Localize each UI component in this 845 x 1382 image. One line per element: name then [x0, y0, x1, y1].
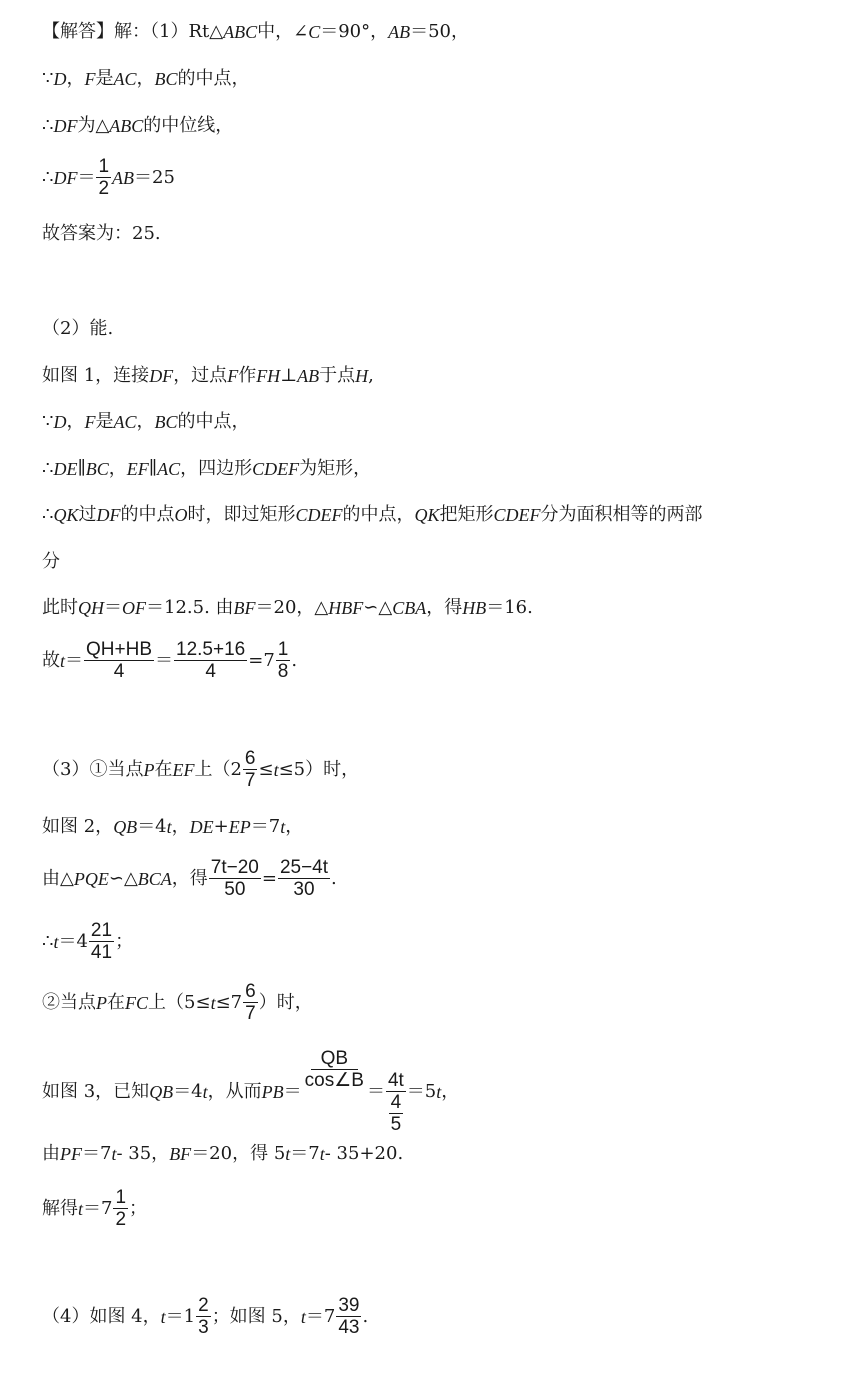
part3-line3 — [42, 857, 337, 900]
text: 把矩形 — [439, 504, 494, 525]
text: ＝4 — [173, 1080, 203, 1102]
var-ep: EP — [228, 817, 251, 837]
var-qb: QB — [113, 817, 138, 837]
numerator: 1 — [115, 1187, 127, 1208]
text: - 35， — [116, 1143, 170, 1164]
part1-line5 — [42, 223, 161, 245]
var-bc: BC — [154, 69, 178, 89]
fraction — [196, 1295, 211, 1338]
text: ＝7 — [83, 1197, 113, 1219]
text: ＝7 — [305, 1305, 336, 1327]
text: =7 — [248, 649, 275, 671]
denominator: 30 — [293, 879, 315, 900]
inner-denominator: 5 — [390, 1114, 402, 1135]
fraction — [209, 857, 261, 900]
numerator: QH+HB — [86, 639, 153, 660]
therefore-symbol: ∴ — [42, 166, 54, 188]
part3-line1 — [42, 748, 359, 791]
var-hb: HB — [462, 598, 487, 618]
var-qh: QH — [78, 598, 104, 618]
fraction — [278, 857, 330, 900]
text: 的中点， — [177, 411, 250, 432]
var-p: P — [96, 992, 107, 1013]
denominator: 4 — [205, 661, 216, 682]
text: ＝90°， — [320, 21, 389, 42]
text: 分为面积相等的两部 — [540, 504, 703, 525]
var-bca: BCA — [137, 868, 172, 889]
text: ＝ — [283, 1080, 302, 1102]
var-o: O — [174, 505, 188, 525]
var-ab: AB — [112, 167, 135, 188]
text: ， — [285, 816, 304, 837]
part4-line1 — [42, 1295, 368, 1338]
text: ，四边形 — [180, 458, 253, 479]
var-pf: PF — [60, 1144, 82, 1164]
text: ； — [115, 930, 134, 952]
part2-line1 — [42, 318, 113, 340]
var-h: H — [355, 366, 369, 386]
text: 的中点 — [120, 504, 175, 525]
text: △ — [123, 867, 138, 889]
var-ac: AC — [113, 412, 137, 432]
therefore-symbol: ∴ — [42, 504, 54, 525]
because-symbol: ∵ — [42, 68, 54, 89]
var-abc: ABC — [109, 116, 144, 136]
denominator: 41 — [90, 942, 113, 963]
text: ＝7 — [250, 816, 281, 837]
denominator — [387, 1092, 406, 1135]
text: ＝1 — [165, 1305, 196, 1327]
var-bc: BC — [154, 412, 178, 432]
text: （2）能. — [42, 318, 114, 339]
text: 的中位线， — [143, 115, 234, 136]
therefore-symbol: ∴ — [42, 930, 54, 952]
var-t: t — [300, 1306, 306, 1327]
parallel-symbol: ∥ — [148, 458, 158, 479]
text: 由 — [42, 1143, 60, 1164]
denominator: 43 — [338, 1317, 360, 1338]
text: . — [291, 649, 298, 671]
text: 中，∠ — [257, 21, 309, 42]
var-bf: BF — [233, 598, 256, 618]
text: 解得 — [42, 1197, 78, 1219]
var-df: DF — [149, 366, 174, 386]
fraction — [276, 639, 291, 682]
numerator: 1 — [98, 156, 110, 177]
answer-text: 故答案为：25. — [42, 223, 161, 244]
var-t: t — [210, 992, 216, 1013]
text: 上（2 — [194, 758, 242, 780]
var-ac: AC — [157, 459, 181, 479]
text: （4）如图 4， — [42, 1305, 161, 1327]
text: ， — [136, 411, 155, 432]
text: 分 — [42, 551, 60, 572]
text: 时，即过矩形 — [187, 504, 296, 525]
var-t: t — [160, 1306, 166, 1327]
text: ＝ — [155, 649, 174, 671]
text: ＝20，得 5 — [191, 1143, 286, 1164]
var-cdef: CDEF — [295, 505, 343, 525]
fraction — [89, 920, 114, 963]
var-de: DE — [189, 817, 214, 837]
text: ， — [441, 1080, 460, 1102]
therefore-symbol: ∴ — [42, 115, 54, 136]
numerator: 4t — [387, 1070, 404, 1091]
var-f: F — [227, 366, 239, 386]
var-t: t — [202, 1081, 208, 1102]
var-hbf: HBF — [328, 598, 364, 618]
text: 为△ — [77, 115, 110, 136]
part2-line4 — [42, 458, 371, 480]
var-d: D — [53, 412, 67, 432]
denominator: 7 — [244, 770, 256, 791]
denominator: 2 — [115, 1209, 127, 1230]
var-t: t — [53, 931, 59, 952]
text: ， — [108, 458, 127, 479]
part3-line8 — [42, 1187, 147, 1230]
text: 于点 — [319, 365, 356, 386]
var-bf: BF — [169, 1144, 192, 1164]
text: ＝ — [77, 166, 96, 188]
var-t: t — [285, 1144, 291, 1164]
text: 是 — [95, 68, 114, 89]
part1-line2 — [42, 68, 249, 90]
part1-line4 — [42, 156, 175, 199]
part2-line5 — [42, 504, 702, 526]
var-pb: PB — [261, 1081, 284, 1102]
denominator: 4 — [113, 661, 125, 682]
var-t: t — [280, 817, 286, 837]
var-p: P — [143, 759, 155, 780]
text: 如图 2， — [42, 816, 114, 837]
text: 此时 — [42, 597, 78, 618]
text: ， — [66, 411, 85, 432]
text: ＝ — [366, 1080, 385, 1102]
var-de: DE — [53, 459, 78, 479]
part3-line4 — [42, 920, 133, 963]
text: ②当点 — [42, 991, 96, 1013]
text: 由△ — [42, 867, 74, 889]
var-f: F — [84, 412, 96, 432]
numerator: 21 — [90, 920, 113, 941]
fraction — [303, 1048, 366, 1091]
text: ；如图 5， — [211, 1305, 301, 1327]
text: ， — [66, 68, 85, 89]
text: ，得 — [426, 597, 463, 618]
text: 在 — [107, 991, 125, 1013]
denominator: 7 — [245, 1003, 256, 1024]
text: . — [331, 867, 337, 889]
var-of: OF — [122, 598, 146, 618]
therefore-symbol: ∴ — [42, 458, 54, 479]
text: ＝12.5. 由 — [146, 597, 234, 618]
part2-line3 — [42, 411, 249, 433]
fraction — [113, 1187, 128, 1230]
var-cdef: CDEF — [493, 505, 541, 525]
because-symbol: ∵ — [42, 411, 54, 432]
text: 是 — [95, 411, 114, 432]
parallel-symbol: ∥ — [77, 458, 86, 479]
text: 过 — [78, 504, 97, 525]
part3-line7 — [42, 1143, 403, 1165]
text: ＝25 — [134, 166, 175, 188]
var-c: C — [308, 22, 321, 42]
var-cdef: CDEF — [252, 459, 300, 479]
numerator: QB — [311, 1048, 358, 1070]
part1-line3 — [42, 115, 233, 137]
text: 的中点， — [342, 504, 415, 525]
text: 上（5≤ — [148, 991, 211, 1013]
denominator: 50 — [224, 879, 246, 900]
denominator: 8 — [277, 661, 289, 682]
denominator: 3 — [198, 1317, 209, 1338]
var-df: DF — [96, 505, 121, 525]
part2-line7 — [42, 597, 533, 619]
numerator: 12.5+16 — [176, 639, 246, 660]
var-ef: EF — [126, 459, 149, 479]
text: 如图 1，连接 — [42, 365, 150, 386]
text: 如图 3，已知 — [42, 1080, 150, 1102]
fraction — [243, 748, 258, 791]
text: 故 — [42, 649, 60, 671]
var-fc: FC — [125, 992, 149, 1013]
var-bc: BC — [85, 459, 109, 479]
text: 在 — [154, 758, 173, 780]
numerator: 39 — [338, 1295, 360, 1316]
denominator: 2 — [98, 178, 110, 199]
text: 的中点， — [177, 68, 250, 89]
text: ＝ — [65, 649, 84, 671]
var-qk: QK — [53, 505, 79, 525]
text: ＝16. — [486, 597, 533, 618]
text: ＝7 — [82, 1143, 112, 1164]
text: ＝20，△ — [255, 597, 329, 618]
compound-fraction — [386, 1070, 406, 1135]
var-t: t — [166, 817, 172, 837]
part3-line2 — [42, 816, 303, 838]
text: ＝50， — [410, 21, 470, 42]
text: ＝5 — [406, 1080, 437, 1102]
numerator: 1 — [277, 639, 289, 660]
numerator: 7t−20 — [210, 857, 259, 878]
text: = — [261, 867, 277, 889]
fraction — [243, 981, 258, 1024]
part2-line2 — [42, 365, 374, 387]
numerator: 6 — [245, 981, 256, 1002]
text: ； — [129, 1197, 148, 1219]
text: - 35+20. — [324, 1143, 404, 1164]
var-t: t — [319, 1144, 325, 1164]
text: ）时， — [258, 991, 313, 1013]
var-df: DF — [53, 116, 78, 136]
var-t: t — [60, 650, 66, 671]
numerator: 2 — [198, 1295, 209, 1316]
fraction — [174, 639, 247, 682]
var-fh: FH — [256, 366, 281, 386]
text: ≤5）时， — [278, 758, 360, 780]
text: 【解答】解：（1）Rt△ — [42, 21, 224, 42]
similar-symbol: ∽ — [363, 597, 379, 618]
var-df: DF — [53, 167, 78, 188]
var-t: t — [273, 759, 279, 780]
text: ≤7 — [215, 991, 243, 1013]
fraction-half — [96, 156, 111, 199]
text: △ — [378, 597, 393, 618]
text: ， — [171, 816, 190, 837]
similar-symbol: ∽ — [108, 867, 124, 889]
fraction — [336, 1295, 361, 1338]
var-f: F — [84, 69, 96, 89]
var-cba: CBA — [392, 598, 427, 618]
text: 为矩形， — [299, 458, 372, 479]
fraction — [84, 639, 154, 682]
var-abc: ABC — [223, 22, 258, 42]
part2-line6 — [42, 551, 60, 573]
var-d: D — [53, 69, 67, 89]
var-t: t — [111, 1144, 117, 1164]
var-ef: EF — [172, 759, 195, 780]
var-t: t — [78, 1198, 84, 1219]
text: ＝4 — [137, 816, 167, 837]
numerator: 25−4t — [279, 857, 329, 878]
var-ac: AC — [113, 69, 137, 89]
text: ＝4 — [58, 930, 88, 952]
text: ，过点 — [173, 365, 228, 386]
text: ， — [136, 68, 155, 89]
var-t: t — [436, 1081, 442, 1102]
part3-line5 — [42, 981, 313, 1024]
text: , — [368, 365, 374, 386]
part2-line8 — [42, 639, 297, 682]
text: ，从而 — [207, 1080, 262, 1102]
text: （3）①当点 — [42, 758, 144, 780]
part3-line6 — [42, 1048, 459, 1135]
text: . — [362, 1305, 369, 1327]
numerator: 6 — [244, 748, 256, 769]
text: ，得 — [171, 867, 208, 889]
text: ≤ — [258, 758, 274, 780]
text: ＝ — [104, 597, 122, 618]
text: + — [213, 816, 229, 837]
var-pqe: PQE — [73, 868, 109, 889]
inner-numerator: 4 — [390, 1092, 402, 1113]
text: 作 — [238, 365, 257, 386]
denominator: cos∠B — [304, 1070, 364, 1091]
var-qb: QB — [149, 1081, 174, 1102]
text: ＝7 — [290, 1143, 320, 1164]
var-ab: AB — [388, 22, 411, 42]
var-qk: QK — [414, 505, 440, 525]
part1-line1 — [42, 21, 469, 43]
var-ab: AB — [297, 366, 320, 386]
perpendicular-symbol: ⊥ — [280, 365, 298, 386]
